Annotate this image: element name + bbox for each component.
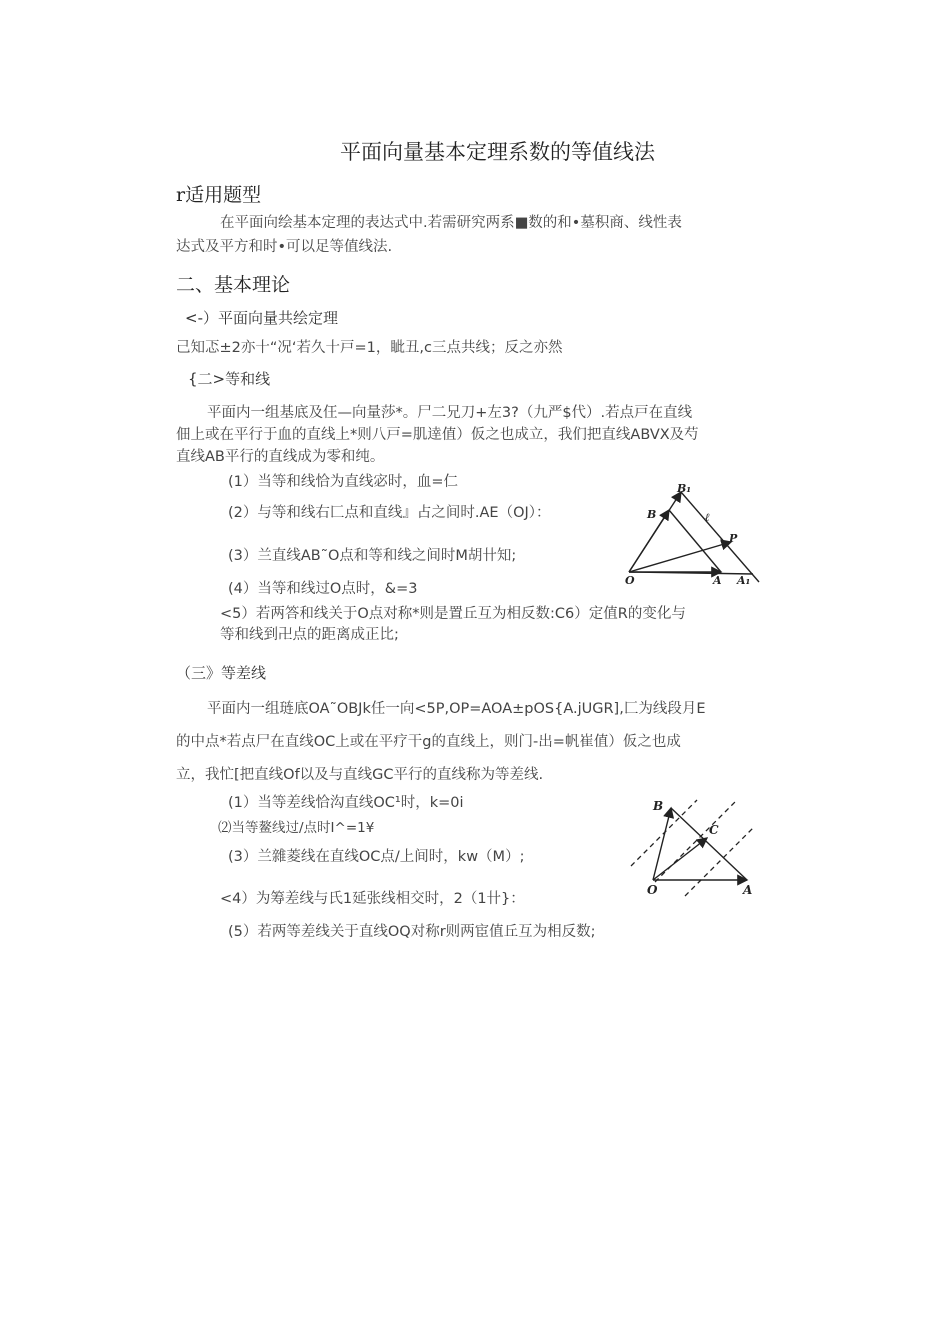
sub3-item-4: <4）为筹差线与氏1延张线相交时，2（1卄}：: [220, 891, 525, 907]
sub2-item-6: 等和线到卍点的距离成正比;: [220, 627, 399, 643]
sub2-line-2: 佃上或在平行于血的直线上*则八戸=肌逹值）仮之也成立，我们把直线ABVX及芍: [176, 427, 699, 443]
sub1-line: 己知忑±2亦十“况‘若久十戸=1，眦丑,c三点共线；反之亦然: [176, 340, 563, 356]
sub2-item-1: (1）当等和线恰为直线宓时，血=仁: [228, 474, 459, 490]
equal-difference-diagram: [625, 792, 765, 907]
label-b: B: [647, 508, 657, 521]
section2-heading: 二、基本理论: [176, 274, 291, 296]
sub3-item-3: (3）兰雜菱线在直线OC点/上间时，kw（M）;: [228, 849, 525, 865]
fig2-label-b: B: [653, 799, 664, 813]
page-title: 平面向量基本定理系数的等值线法: [340, 140, 655, 164]
label-o: O: [625, 574, 635, 587]
sub2-item-2: (2）与等和线右匚点和直线』占之间时.AE（OJ）：: [228, 505, 551, 521]
section1-line-2: 达式及平方和时•可以足等值线法.: [176, 239, 393, 255]
section1-heading: r适用题型: [176, 184, 262, 206]
sub2-heading: {二>等和线: [188, 370, 271, 388]
sub3-line-2: 的中点*若点尸在直线OC上或在平疗干g的直线上，则门-出=帆崔值）仮之也成: [176, 734, 681, 750]
label-p: P: [729, 532, 738, 545]
sub2-item-3: (3）兰直线AB˜O点和等和线之间时M胡卄知;: [228, 548, 517, 564]
sub2-line-1: 平面内一组基底及仼—向量莎*。尸二兄刀+左3?（九严$代）.若点戸在直线: [207, 405, 693, 421]
sub1-heading: <-）平面向量共绘定理: [185, 309, 338, 327]
fig2-label-o: O: [647, 883, 658, 897]
sub3-line-3: 立，我忙[把直线Of以及与直线GC平行的直线称为等差线.: [176, 767, 544, 783]
section1-line-1: 在平面向绘基本定理的表达式中.若需研究两系■数的和•墓积商、线性表: [220, 215, 682, 231]
sub3-item-2: ⑵当等鳌线过/点时I^=1¥: [218, 820, 375, 836]
sub2-line-3: 直线AB平行的直线成为零和纯。: [176, 449, 385, 465]
sub2-item-5: <5）若两答和线关于O点对称*则是置丘互为相反数:C6）定值R的变化与: [220, 606, 686, 622]
sub3-line-1: 平面内一组琏底OA˜OBJk任一向<5P,OP=AOA±pOS{A.jUGR],匚为线段月E: [207, 701, 706, 717]
fig2-label-a: A: [743, 883, 753, 897]
sub2-item-4: (4）当等和线过O点时，&=3: [228, 581, 418, 597]
sub3-heading: （三》等差线: [176, 664, 267, 682]
fig2-label-c: C: [709, 823, 719, 837]
label-a1: A₁: [737, 574, 751, 587]
equal-sum-diagram: [615, 480, 765, 590]
sub3-item-5: (5）若两等差线关于直线OQ对称r则两宦值丘互为相反数;: [228, 924, 596, 940]
label-b1: B₁: [677, 482, 692, 495]
label-a: A: [713, 574, 722, 587]
label-l: ℓ: [705, 511, 710, 524]
sub3-item-1: (1）当等差线恰沟直线OC¹时，k=0i: [228, 795, 464, 811]
